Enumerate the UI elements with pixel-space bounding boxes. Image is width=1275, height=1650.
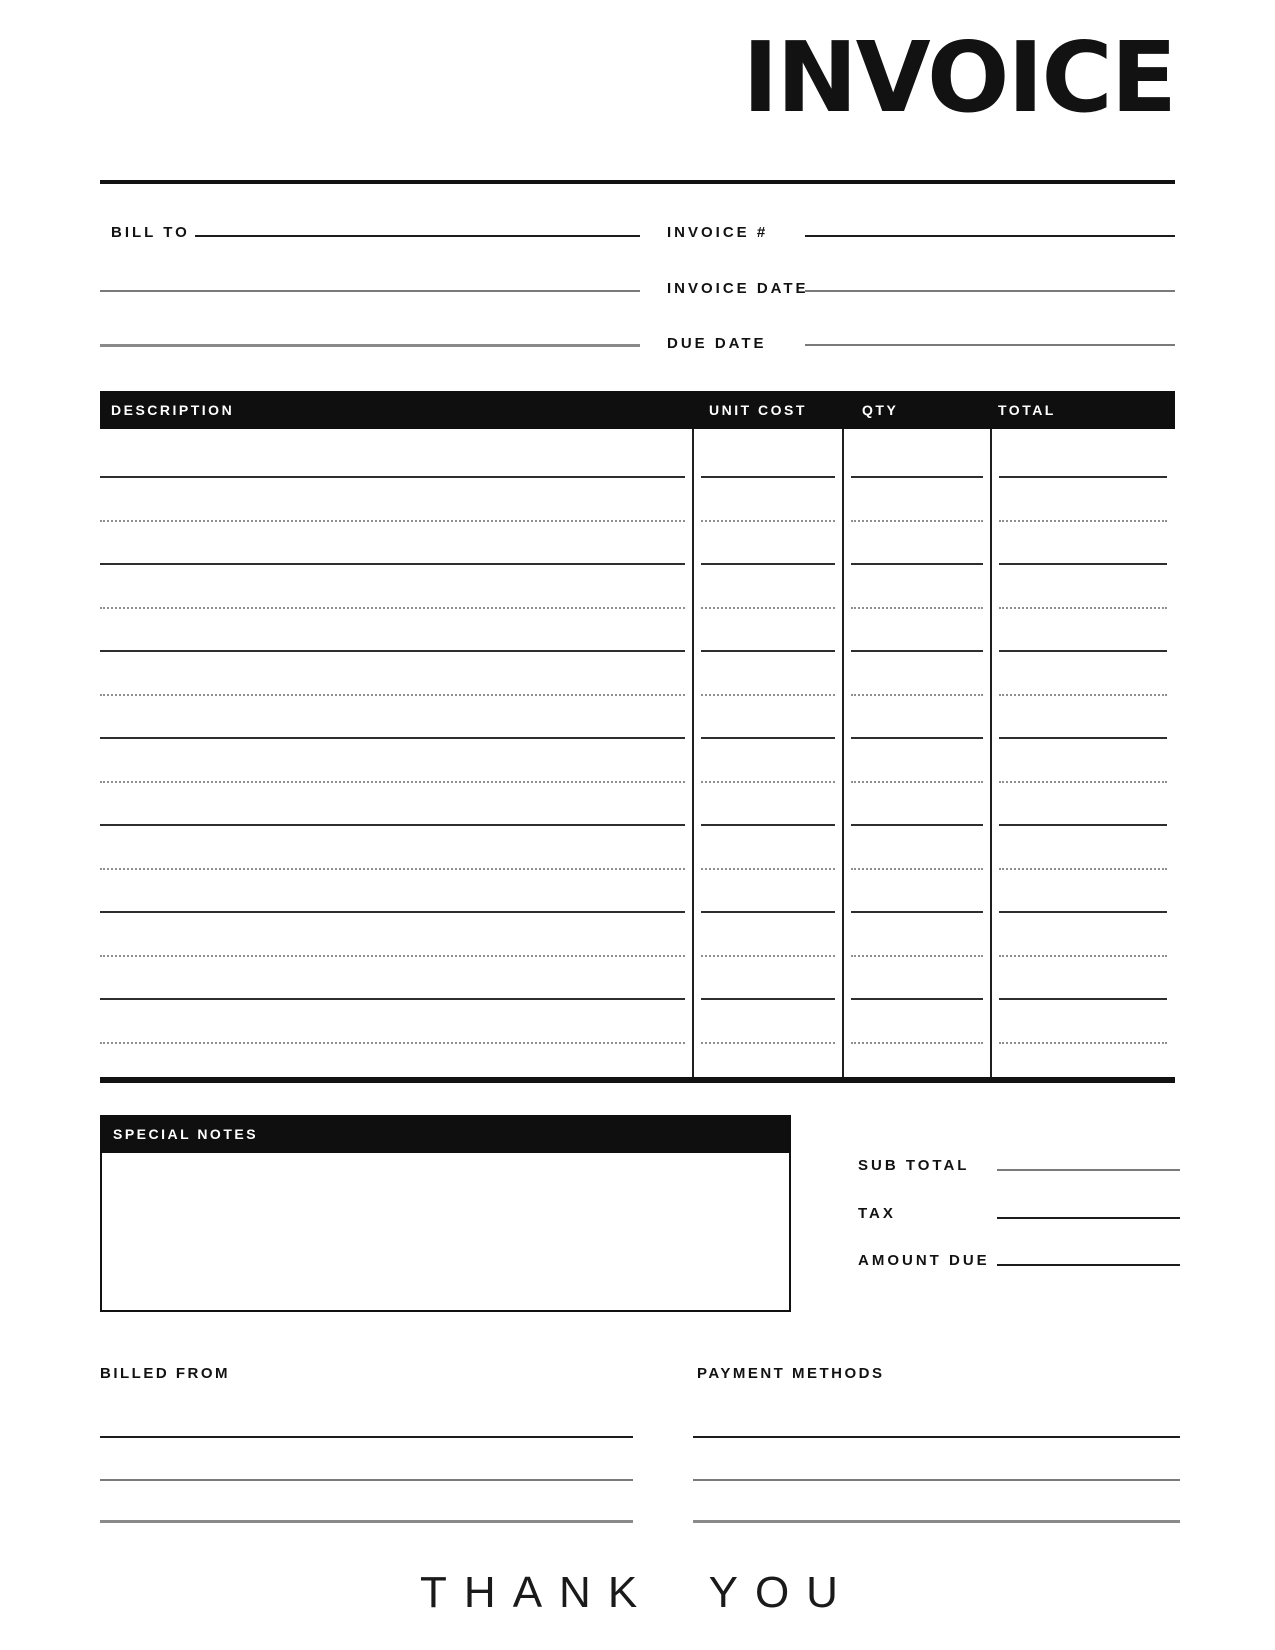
- item-cell-unit[interactable]: [693, 696, 843, 740]
- tax-label: TAX: [858, 1205, 896, 1222]
- column-header-total: TOTAL: [998, 402, 1056, 418]
- bill-to-line-3[interactable]: [100, 344, 640, 347]
- thank-you-text: THANK YOU: [420, 1568, 855, 1617]
- item-cell-total[interactable]: [991, 1000, 1175, 1044]
- item-cell-total[interactable]: [991, 739, 1175, 783]
- item-cell-desc[interactable]: [100, 565, 693, 609]
- bill-to-label: BILL TO: [111, 224, 190, 241]
- payment-methods-label: PAYMENT METHODS: [697, 1365, 885, 1382]
- item-cell-total[interactable]: [991, 522, 1175, 566]
- item-row: [100, 739, 1175, 783]
- item-row: [100, 478, 1175, 522]
- item-cell-total[interactable]: [991, 870, 1175, 914]
- item-cell-desc[interactable]: [100, 870, 693, 914]
- item-cell-desc[interactable]: [100, 696, 693, 740]
- item-cell-qty[interactable]: [843, 565, 991, 609]
- bill-to-line-2[interactable]: [100, 290, 640, 292]
- item-cell-unit[interactable]: [693, 913, 843, 957]
- header-rule: [100, 180, 1175, 184]
- payment-methods-line-1[interactable]: [693, 1436, 1180, 1438]
- item-fill-line: [701, 1042, 835, 1044]
- special-notes-label: SPECIAL NOTES: [100, 1115, 791, 1153]
- item-cell-desc[interactable]: [100, 429, 693, 478]
- item-cell-unit[interactable]: [693, 957, 843, 1001]
- item-cell-desc[interactable]: [100, 609, 693, 653]
- amount-due-line[interactable]: [997, 1264, 1180, 1266]
- item-row: [100, 652, 1175, 696]
- item-cell-desc[interactable]: [100, 652, 693, 696]
- billed-from-line-1[interactable]: [100, 1436, 633, 1438]
- tax-line[interactable]: [997, 1217, 1180, 1219]
- item-fill-line: [100, 1042, 685, 1044]
- item-cell-unit[interactable]: [693, 870, 843, 914]
- column-header-description: DESCRIPTION: [111, 402, 235, 418]
- item-cell-qty[interactable]: [843, 696, 991, 740]
- item-cell-qty[interactable]: [843, 739, 991, 783]
- item-cell-desc[interactable]: [100, 957, 693, 1001]
- item-row: [100, 609, 1175, 653]
- item-cell-total[interactable]: [991, 652, 1175, 696]
- item-row: [100, 913, 1175, 957]
- item-cell-total[interactable]: [991, 783, 1175, 827]
- items-table-header: [100, 391, 1175, 429]
- item-cell-qty[interactable]: [843, 478, 991, 522]
- payment-methods-line-2[interactable]: [693, 1479, 1180, 1481]
- invoice-date-label: INVOICE DATE: [667, 280, 809, 297]
- item-cell-unit[interactable]: [693, 609, 843, 653]
- item-cell-qty[interactable]: [843, 1000, 991, 1044]
- amount-due-label: AMOUNT DUE: [858, 1252, 990, 1269]
- item-cell-total[interactable]: [991, 429, 1175, 478]
- item-cell-unit[interactable]: [693, 478, 843, 522]
- item-cell-desc[interactable]: [100, 913, 693, 957]
- item-cell-total[interactable]: [991, 696, 1175, 740]
- due-date-label: DUE DATE: [667, 335, 767, 352]
- item-cell-qty[interactable]: [843, 429, 991, 478]
- item-cell-qty[interactable]: [843, 957, 991, 1001]
- column-header-unit-cost: UNIT COST: [709, 402, 807, 418]
- item-cell-unit[interactable]: [693, 429, 843, 478]
- item-row: [100, 696, 1175, 740]
- bill-to-line-1[interactable]: [195, 235, 640, 237]
- item-cell-unit[interactable]: [693, 652, 843, 696]
- item-cell-total[interactable]: [991, 565, 1175, 609]
- item-row: [100, 826, 1175, 870]
- item-cell-unit[interactable]: [693, 1000, 843, 1044]
- item-cell-desc[interactable]: [100, 826, 693, 870]
- item-cell-desc[interactable]: [100, 783, 693, 827]
- item-cell-unit[interactable]: [693, 565, 843, 609]
- item-cell-qty[interactable]: [843, 652, 991, 696]
- item-cell-desc[interactable]: [100, 478, 693, 522]
- item-cell-total[interactable]: [991, 913, 1175, 957]
- invoice-date-line[interactable]: [805, 290, 1175, 292]
- item-cell-total[interactable]: [991, 826, 1175, 870]
- sub-total-line[interactable]: [997, 1169, 1180, 1171]
- invoice-number-line[interactable]: [805, 235, 1175, 237]
- item-row: [100, 783, 1175, 827]
- billed-from-label: BILLED FROM: [100, 1365, 230, 1382]
- item-cell-unit[interactable]: [693, 826, 843, 870]
- item-cell-total[interactable]: [991, 478, 1175, 522]
- special-notes-box[interactable]: [100, 1115, 791, 1312]
- billed-from-line-3[interactable]: [100, 1520, 633, 1523]
- billed-from-line-2[interactable]: [100, 1479, 633, 1481]
- item-row: [100, 429, 1175, 478]
- column-header-qty: QTY: [862, 402, 899, 418]
- item-cell-qty[interactable]: [843, 826, 991, 870]
- item-cell-qty[interactable]: [843, 870, 991, 914]
- item-cell-total[interactable]: [991, 957, 1175, 1001]
- item-cell-qty[interactable]: [843, 913, 991, 957]
- page-title: INVOICE: [742, 21, 1175, 134]
- invoice-number-label: INVOICE #: [667, 224, 769, 241]
- item-cell-qty[interactable]: [843, 609, 991, 653]
- item-cell-total[interactable]: [991, 609, 1175, 653]
- item-cell-unit[interactable]: [693, 783, 843, 827]
- item-cell-qty[interactable]: [843, 522, 991, 566]
- item-cell-desc[interactable]: [100, 522, 693, 566]
- item-cell-desc[interactable]: [100, 739, 693, 783]
- item-cell-qty[interactable]: [843, 783, 991, 827]
- item-cell-unit[interactable]: [693, 739, 843, 783]
- item-fill-line: [851, 1042, 983, 1044]
- item-row: [100, 1000, 1175, 1044]
- items-table-body: [100, 429, 1175, 1083]
- item-row: [100, 522, 1175, 566]
- item-row: [100, 957, 1175, 1001]
- item-row: [100, 565, 1175, 609]
- item-fill-line: [999, 1042, 1167, 1044]
- due-date-line[interactable]: [805, 344, 1175, 346]
- item-cell-unit[interactable]: [693, 522, 843, 566]
- sub-total-label: SUB TOTAL: [858, 1157, 970, 1174]
- item-row: [100, 870, 1175, 914]
- item-cell-desc[interactable]: [100, 1000, 693, 1044]
- payment-methods-line-3[interactable]: [693, 1520, 1180, 1523]
